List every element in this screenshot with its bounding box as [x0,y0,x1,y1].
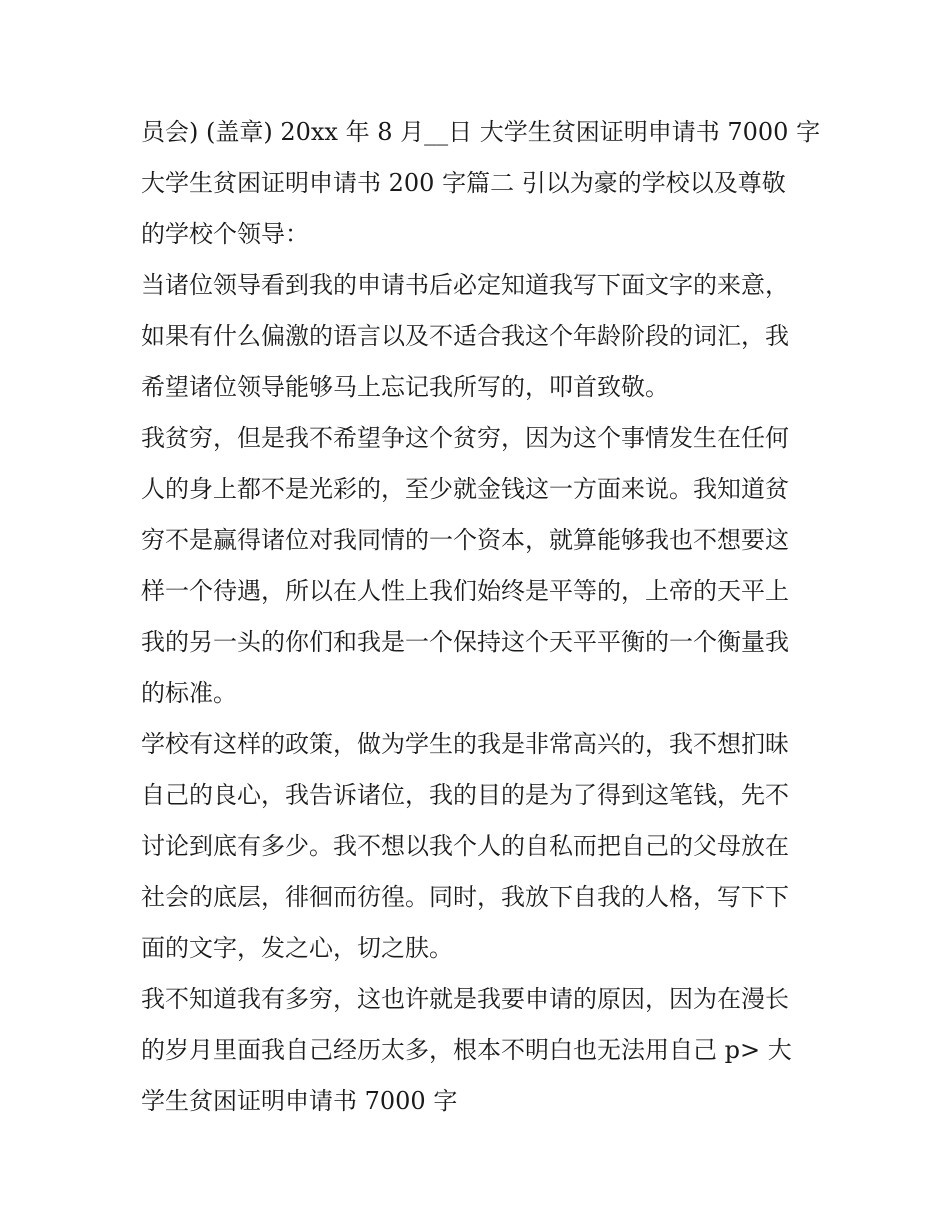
text-line: 学校有这样的政策，做为学生的我是非常高兴的，我不想扪昧 [141,730,789,758]
document-body [141,107,821,1127]
text-line: 员会) (盖章) 20xx 年 8 月__日 大学生贫困证明申请书 7000 字 [141,118,821,146]
text-line: 大学生贫困证明申请书 200 字篇二 引以为豪的学校以及尊敬 [141,169,786,197]
text-line: 学生贫困证明申请书 7000 字 [141,1087,458,1115]
text-line: 自己的良心，我告诉诸位，我的目的是为了得到这笔钱，先不 [141,781,789,809]
text-line: 我的另一头的你们和我是一个保持这个天平平衡的一个衡量我 [141,628,789,656]
text-line: 如果有什么偏激的语言以及不适合我这个年龄阶段的词汇，我 [141,322,789,350]
text-line: 社会的底层，徘徊而彷徨。同时，我放下自我的人格，写下下 [141,883,789,911]
text-line: 我贫穷，但是我不希望争这个贫穷，因为这个事情发生在任何 [141,424,789,452]
text-line: 的岁月里面我自己经历太多，根本不明白也无法用自己 p> 大 [141,1036,792,1064]
text-line: 希望诸位领导能够马上忘记我所写的，叩首致敬。 [141,373,669,401]
text-line: 样一个待遇，所以在人性上我们始终是平等的，上帝的天平上 [141,577,789,605]
text-line: 讨论到底有多少。我不想以我个人的自私而把自己的父母放在 [141,832,789,860]
text-line: 穷不是赢得诸位对我同情的一个资本，就算能够我也不想要这 [141,526,789,554]
text-line: 的学校个领导： [141,220,309,248]
text-line: 当诸位领导看到我的申请书后必定知道我写下面文字的来意， [141,271,789,299]
text-line: 面的文字，发之心，切之肤。 [141,934,453,962]
text-line: 人的身上都不是光彩的，至少就金钱这一方面来说。我知道贫 [141,475,789,503]
text-line: 我不知道我有多穷，这也许就是我要申请的原因，因为在漫长 [141,985,789,1013]
text-line: 的标准。 [141,679,237,707]
